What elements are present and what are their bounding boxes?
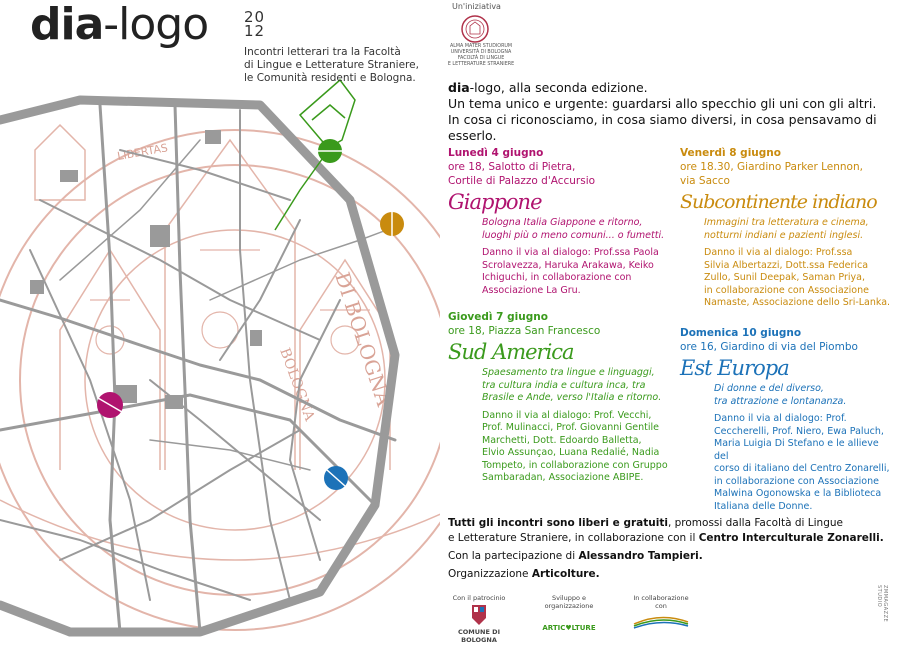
desc-line: Brasile e Ande, verso l'Italia e ritorno. <box>482 392 662 403</box>
event-esteuropa <box>680 326 895 513</box>
footer-organization <box>448 567 888 582</box>
logo <box>30 2 208 48</box>
subtitle-line: di Lingue e Letterature Straniere, <box>244 59 419 71</box>
event-description <box>704 217 895 242</box>
map-label-libertas: LIBERTAS <box>116 141 169 163</box>
articolture-logo: ARTIC♥LTURE <box>542 624 596 632</box>
sponsor-comune <box>444 594 514 644</box>
footer-line2-bold: Centro Interculturale Zonarelli. <box>698 532 884 544</box>
design-credit: ZMMAGAZZE STUDIO <box>876 585 888 623</box>
event-dialog <box>482 247 673 297</box>
university-line: E LETTERATURE STRANIERE <box>447 62 515 67</box>
desc-line: Immagini tra letteratura e cinema, <box>704 217 869 228</box>
event-date: Domenica 10 giugno <box>680 327 802 339</box>
event-description <box>482 217 673 242</box>
event-date: Venerdì 8 giugno <box>680 147 781 159</box>
subtitle-line: le Comunità residenti e Bologna. <box>244 72 416 84</box>
intro-line1-rest: -logo, alla seconda edizione. <box>469 80 648 95</box>
map-label-di-bologna: DI BOLOGNA <box>330 269 397 410</box>
dialog-line: Namaste, Associazione dello Sri-Lanka. <box>704 297 891 308</box>
dialog-line: Danno il via al dialogo: Prof. Vecchi, <box>482 409 652 421</box>
dialog-line: Ceccherelli, Prof. Niero, Ewa Paluch, <box>714 425 884 437</box>
university-line: UNIVERSITÀ DI BOLOGNA <box>450 50 512 55</box>
event-place-line: via Sacco <box>680 175 730 187</box>
dialog-line: Tompeto, in collaborazione con Gruppo <box>482 459 668 471</box>
desc-line: notturni indiani e pazienti inglesi. <box>704 229 864 241</box>
dialog-line: Zullo, Sunil Deepak, Saman Priya, <box>704 272 865 283</box>
desc-line: tra attrazione e lontananza. <box>714 395 847 407</box>
footer-text <box>448 516 888 585</box>
logo-rest: -logo <box>103 0 209 50</box>
dialog-line: Scrolavezza, Haruka Arakawa, Keiko <box>482 259 654 271</box>
footer-free-rest: , promossi dalla Facoltà di Lingue <box>667 517 843 529</box>
organization-pre: Organizzazione <box>448 568 532 580</box>
footer-line2-pre: e Letterature Straniere, in collaborazione con il <box>448 532 699 544</box>
sponsor-articolture <box>534 594 604 632</box>
year-bottom: 12 <box>244 22 266 40</box>
sviluppo-label-line: organizzazione <box>544 602 594 610</box>
sviluppo-label-line: Sviluppo e <box>552 594 586 602</box>
intro-text <box>448 80 898 144</box>
logo-bold: dia <box>30 0 104 50</box>
map-label-bologna: BOLOGNA <box>276 345 318 424</box>
event-giappone <box>448 146 673 297</box>
participation-pre: Con la partecipazione di <box>448 550 579 562</box>
patrocinio-label: Con il patrocinio <box>452 594 506 602</box>
university-line: ALMA MATER STUDIORUM <box>449 44 513 49</box>
comune-name: COMUNE DI BOLOGNA <box>458 628 500 644</box>
dialog-line: Danno il via al dialogo: Prof.ssa Paola <box>482 247 659 258</box>
event-date: Giovedì 7 giugno <box>448 311 548 323</box>
desc-line: Di donne e del diverso, <box>714 383 824 394</box>
desc-line: tra cultura india e cultura inca, tra <box>482 379 646 391</box>
dialog-line: Ichiguchi, in collaborazione con <box>482 272 632 283</box>
dialog-line: Malwina Ogonowska e la Biblioteca <box>714 488 882 499</box>
footer-participation <box>448 549 888 564</box>
year-top: 20 <box>244 8 266 26</box>
event-place-line: ore 18, Salotto di Pietra, <box>448 161 576 173</box>
dialog-line: corso di italiano del Centro Zonarelli, <box>714 463 890 474</box>
event-title: Est Europa <box>680 356 789 380</box>
comune-crest-icon <box>444 602 514 628</box>
subtitle-line: Incontri letterari tra la Facoltà <box>244 46 401 58</box>
dialog-line: Danno il via al dialogo: Prof.ssa <box>704 247 853 258</box>
collab-label-line: con <box>655 602 667 610</box>
event-place-line: Cortile di Palazzo d'Accursio <box>448 175 596 187</box>
event-description <box>482 367 673 405</box>
university-name <box>446 44 516 68</box>
zonarelli-logo-icon <box>626 610 696 632</box>
dialog-line: Maria Luigia Di Stefano e le allieve del <box>714 438 879 462</box>
footer-line-1 <box>448 516 888 546</box>
desc-line: Spaesamento tra lingue e linguaggi, <box>482 367 655 378</box>
event-dialog <box>482 410 673 485</box>
event-title: Subcontinente indiano <box>680 191 877 213</box>
dialog-line: Silvia Albertazzi, Dott.ssa Federica <box>704 259 869 271</box>
participation-name: Alessandro Tampieri. <box>578 550 703 562</box>
dialog-line: in collaborazione con Associazione <box>714 475 879 487</box>
intro-line-2: Un tema unico e urgente: guardarsi allo specchio gli uni con gli altri. <box>448 96 877 111</box>
year <box>244 10 265 38</box>
dialog-line: Marchetti, Dott. Edoardo Balletta, <box>482 434 642 446</box>
event-date: Lunedì 4 giugno <box>448 147 544 159</box>
collab-label-line: In collaborazione <box>633 594 689 602</box>
event-india <box>680 146 895 310</box>
dialog-line: Prof. Mulinacci, Prof. Giovanni Gentile <box>482 422 660 433</box>
building-blocks <box>30 130 262 409</box>
footer-free-bold: Tutti gli incontri sono liberi e gratuiti <box>448 517 668 529</box>
event-dialog <box>704 247 895 310</box>
event-title: Giappone <box>448 190 542 214</box>
event-place-line: ore 18, Piazza San Francesco <box>448 325 601 337</box>
event-place-line: ore 16, Giardino di via del Piombo <box>680 341 858 353</box>
intro-line-3: In cosa ci riconosciamo, in cosa siamo diversi, in cosa pensavamo di esserlo. <box>448 112 877 143</box>
dialog-line: Italiana delle Donne. <box>714 500 813 512</box>
event-title: Sud America <box>448 340 574 364</box>
intro-bold: dia <box>448 80 470 95</box>
event-description <box>714 383 895 408</box>
subtitle <box>244 46 444 85</box>
desc-line: Bologna Italia Giappone e ritorno, <box>482 217 643 228</box>
desc-line: luoghi più o meno comuni... o fumetti. <box>482 229 665 241</box>
dialog-line: Sambaradan, Associazione ABIPE. <box>482 472 644 483</box>
event-dialog <box>714 413 895 513</box>
university-seal-icon <box>458 14 492 44</box>
dialog-line: Danno il via al dialogo: Prof. <box>714 413 847 424</box>
event-place-line: ore 18.30, Giardino Parker Lennon, <box>680 161 863 173</box>
bologna-map-illustration <box>0 0 440 646</box>
dialog-line: in collaborazione con Associazione <box>704 284 869 296</box>
intro-line-1 <box>448 80 898 96</box>
dialog-line: Elvio Assunçao, Luana Redalié, Nadia <box>482 447 660 458</box>
university-line: FACOLTÀ DI LINGUE <box>457 56 505 61</box>
organization-name: Articolture. <box>531 568 600 580</box>
sponsor-zonarelli <box>626 594 696 632</box>
event-sudamerica <box>448 310 673 485</box>
initiative-label: Un'iniziativa <box>452 2 501 11</box>
dialog-line: Associazione La Gru. <box>482 284 581 296</box>
